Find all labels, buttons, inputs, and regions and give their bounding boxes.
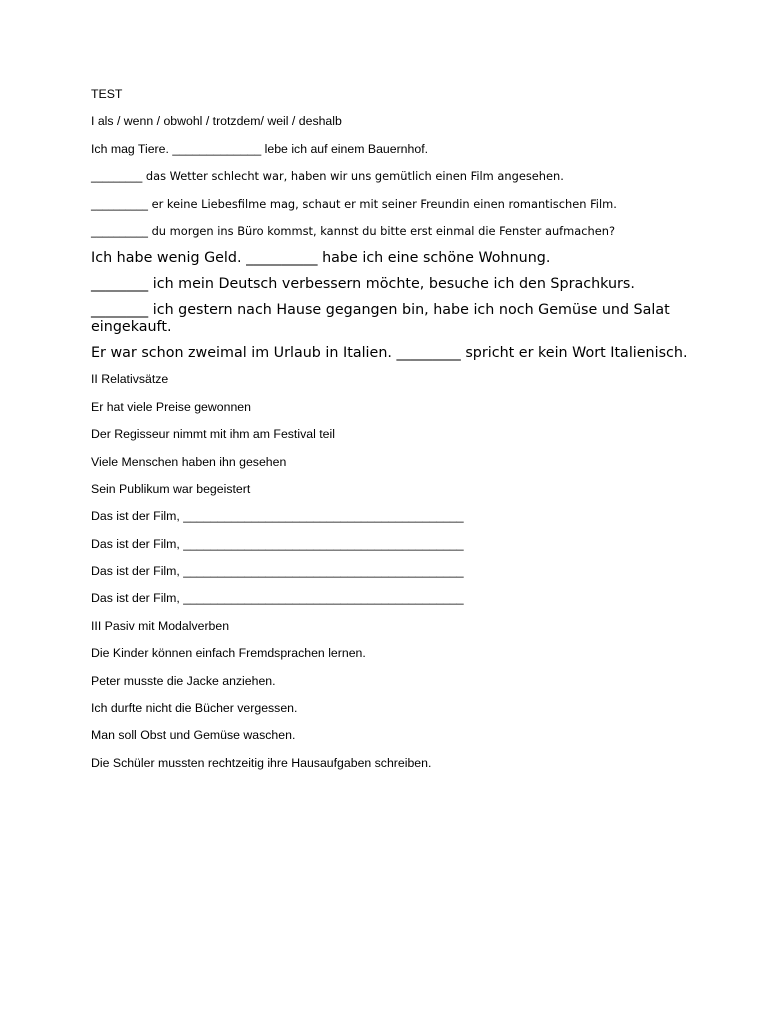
exercise1-item-6: ________ ich mein Deutsch verbessern möchte, besuche ich den Sprachkurs. <box>91 276 635 293</box>
answer-line-2: Das ist der Film, _________________________________________ <box>91 536 464 551</box>
passive-sentence-5: Die Schüler mussten rechtzeitig ihre Hausaufgaben schreiben. <box>91 755 432 770</box>
relative-sentence-2: Der Regisseur nimmt mit ihm am Festival teil <box>91 427 335 442</box>
exercise1-item-1: Ich mag Tiere. _____________ lebe ich auf einem Bauernhof. <box>91 141 429 156</box>
section1-heading: I als / wenn / obwohl / trotzdem/ weil / deshalb <box>91 114 342 129</box>
exercise1-item-7: ________ ich gestern nach Hause gegangen bin, habe ich noch Gemüse und Salat eingekauft. <box>91 302 675 336</box>
relative-sentence-1: Er hat viele Preise gewonnen <box>91 399 251 414</box>
exercise1-item-4: __________ du morgen ins Büro kommst, kannst du bitte erst einmal die Fenster aufmachen? <box>91 223 616 238</box>
exercise1-item-8: Er war schon zweimal im Urlaub in Italien. _________ spricht er kein Wort Italienisch. <box>91 345 688 362</box>
passive-sentence-2: Peter musste die Jacke anziehen. <box>91 673 276 688</box>
passive-sentence-4: Man soll Obst und Gemüse waschen. <box>91 728 296 743</box>
relative-sentence-4: Sein Publikum war begeistert <box>91 481 251 496</box>
exercise1-item-5: Ich habe wenig Geld. __________ habe ich eine schöne Wohnung. <box>91 250 551 267</box>
passive-sentence-3: Ich durfte nicht die Bücher vergessen. <box>91 701 298 716</box>
answer-line-1: Das ist der Film, _________________________________________ <box>91 509 464 524</box>
passive-sentence-1: Die Kinder können einfach Fremdsprachen lernen. <box>91 646 366 661</box>
answer-line-3: Das ist der Film, _________________________________________ <box>91 564 464 579</box>
exercise1-item-3: __________ er keine Liebesfilme mag, schaut er mit seiner Freundin einen romantischen Film. <box>91 196 617 211</box>
section2-heading: II Relativsätze <box>91 372 169 387</box>
section3-heading: III Pasiv mit Modalverben <box>91 618 230 633</box>
answer-line-4: Das ist der Film, _________________________________________ <box>91 591 464 606</box>
document-page <box>91 86 691 782</box>
exercise1-item-2: _________ das Wetter schlecht war, haben wir uns gemütlich einen Film angesehen. <box>91 169 564 184</box>
relative-sentence-3: Viele Menschen haben ihn gesehen <box>91 454 287 469</box>
test-title: TEST <box>91 87 123 101</box>
